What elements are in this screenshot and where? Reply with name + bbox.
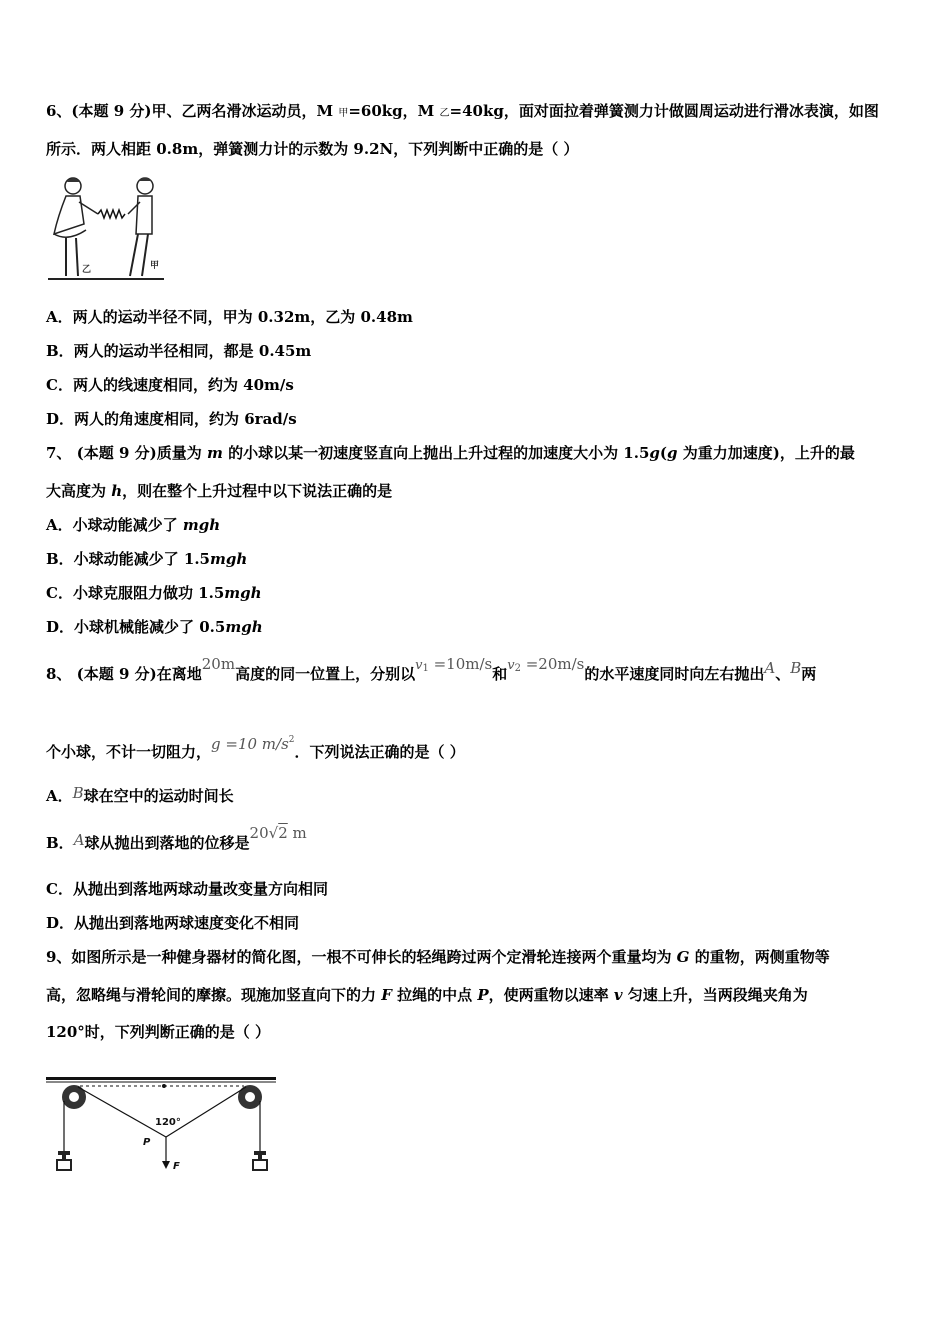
q6-option-b: B．两人的运动半径相同，都是 0.45m	[46, 342, 312, 360]
q7-option-a: A．小球动能减少了 mgh	[46, 516, 221, 534]
fig-label-yi: 乙	[82, 265, 92, 275]
fig-force-f: F	[173, 1161, 180, 1172]
q6-option-d: D．两人的角速度相同，约为 6rad/s	[46, 410, 297, 428]
q6-option-a: A．两人的运动半径不同，甲为 0.32m，乙为 0.48m	[46, 308, 413, 326]
q8-line1: 8、 (本题 9 分)在离地20m高度的同一位置上，分别以$v^1 =10m/s$和$v^2 =20m/s$的水平速度同时向左右抛出A、B两	[46, 655, 817, 683]
q6-line1: 6、(本题 9 分)甲、乙两名滑冰运动员，M 甲=60kg，M 乙=40kg，面对面拉着弹簧测力计做圆周运动进行滑冰表演，如图	[46, 102, 879, 120]
q9-figure-pulleys	[44, 1067, 280, 1186]
q6-line2: 所示．两人相距 0.8m，弹簧测力计的示数为 9.2N，下列判断中正确的是（ ）	[46, 140, 579, 158]
fig-angle-label: 120°	[155, 1117, 181, 1128]
q8-option-b: B．A球从抛出到落地的位移是20√2 m	[46, 824, 307, 852]
q8-option-d: D．从抛出到落地两球速度变化不相同	[46, 914, 300, 932]
q7-option-b: B．小球动能减少了 1.5mgh	[46, 550, 248, 568]
fig-point-p: P	[143, 1137, 151, 1148]
q9-line3: 120°时，下列判断正确的是（ ）	[46, 1023, 271, 1041]
q7-option-c: C．小球克服阻力做功 1.5mgh	[46, 584, 262, 602]
q9-line2: 高，忽略绳与滑轮间的摩擦。现施加竖直向下的力 F 拉绳的中点 P，使两重物以速率 v 匀速上升，当两段绳夹角为	[46, 986, 808, 1004]
q7-line2: 大高度为 h，则在整个上升过程中以下说法正确的是	[46, 482, 393, 500]
q8-option-c: C．从抛出到落地两球动量改变量方向相同	[46, 880, 328, 898]
q8-option-a: A．B球在空中的运动时间长	[46, 784, 234, 805]
q7-line1: 7、 (本题 9 分)质量为 m 的小球以某一初速度竖直向上抛出上升过程的加速度大小为 1.5g(g 为重力加速度)，上升的最	[46, 444, 855, 462]
q8-line2: 个小球，不计一切阻力，g =10 $m/s^2$．下列说法正确的是（ ）	[46, 735, 465, 761]
fig-label-jia: 甲	[150, 261, 160, 271]
q6-option-c: C．两人的线速度相同，约为 40m/s	[46, 376, 294, 394]
q9-line1: 9、如图所示是一种健身器材的简化图，一根不可伸长的轻绳跨过两个定滑轮连接两个重量均为 G 的重物，两侧重物等	[46, 948, 830, 966]
q6-figure-skaters	[46, 172, 171, 288]
q7-option-d: D．小球机械能减少了 0.5mgh	[46, 618, 263, 636]
